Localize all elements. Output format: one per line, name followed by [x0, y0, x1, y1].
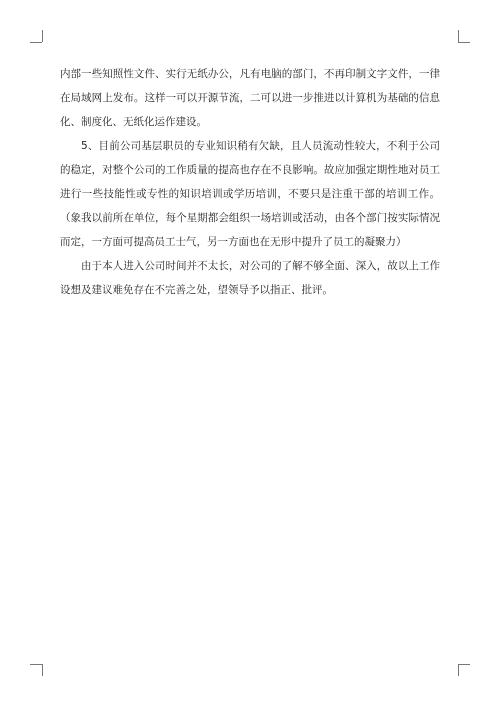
paragraph-1: 内部一些知照性文件、实行无纸办公，凡有电脑的部门，不再印制文字文件，一律在局域网上发布。这样一可以开源节流，二可以进一步推进以计算机为基础的信息化、制度化、无纸化运作建设。	[60, 68, 440, 128]
paragraph-3: 由于本人进入公司时间并不太长，对公司的了解不够全面、深入，故以上工作设想及建议难免存在不完善之处，望领导予以指正、批评。	[60, 260, 440, 296]
document-body	[60, 62, 440, 302]
paragraph-2: 5、目前公司基层职员的专业知识稍有欠缺，且人员流动性较大，不利于公司的稳定，对整个公司的工作质量的提高也存在不良影响。故应加强定期性地对员工进行一些技能性或专性的知识培训或学历培训，不要只是注重干部的培训工作。（象我以前所在单位，每个星期都会组织一场培训或活动，由各个部门按实际情况而定，一方面可提高员工士气，另一方面也在无形中提升了员工的凝聚力）	[60, 140, 440, 248]
